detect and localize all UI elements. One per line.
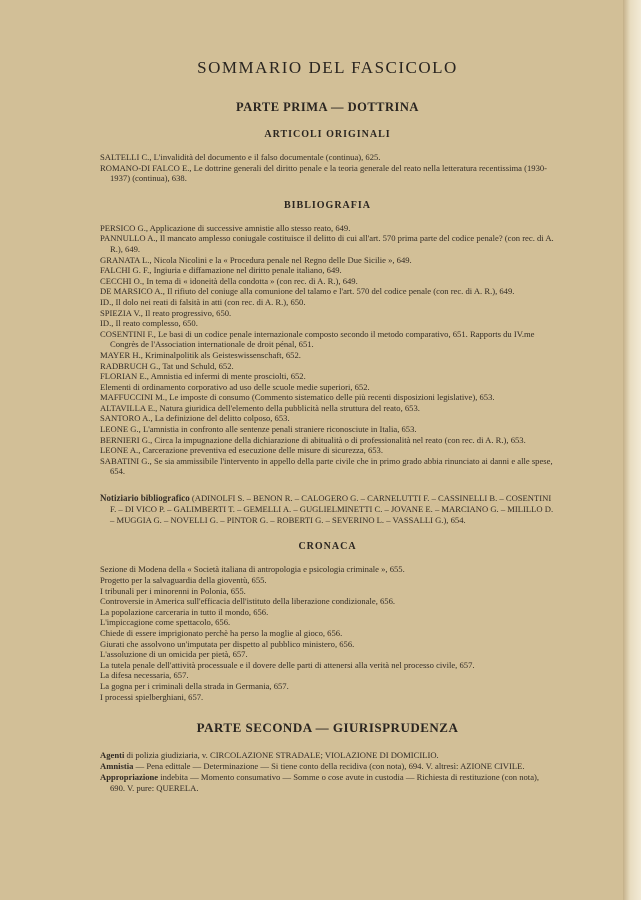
list-item: Chiede di essere imprigionato perchè ha perso la moglie al gioco, 656. [100, 627, 343, 638]
list-item: MAFFUCCINI M., Le imposte di consumo (Commento sistematico delle più recenti disposizioni legislative), 653. [100, 392, 495, 403]
list-item: GRANATA L., Nicola Nicolini e la « Procedura penale nel Regno delle Due Sicilie », 649. [100, 254, 412, 265]
list-item: COSENTINI F., Le basi di un codice penale internazionale composto secondo il metodo comparativo, 651. Rapports du IV.me Congrès de l'Association internationale de droit pénal, 651. [100, 328, 535, 350]
articoli-list [100, 152, 555, 184]
page-edge [623, 0, 641, 900]
bibliografia-list [100, 223, 555, 477]
list-item: BERNIERI G., Circa la impugnazione della dichiarazione di abitualità o di professionalità nel reato (con rec. di A. R.), 653. [100, 434, 526, 445]
list-item: SANTORO A., La definizione del delitto colposo, 653. [100, 413, 290, 424]
entry-text: di polizia giudiziaria, v. CIRCOLAZIONE STRADALE; VIOLAZIONE DI DOMICILIO. [126, 750, 439, 761]
list-item: La difesa necessaria, 657. [100, 670, 189, 681]
entry-head: Amnistia [100, 760, 134, 771]
list-item: LEONE A., Carcerazione preventiva ed esecuzione delle misure di sicurezza, 653. [100, 445, 383, 456]
list-item: CECCHI O., In tema di « idoneità della condotta » (con rec. di A. R.), 649. [100, 275, 358, 286]
section-bibliografia-heading: BIBLIOGRAFIA [283, 199, 371, 211]
list-item: DE MARSICO A., Il rifiuto del coniuge alla comunione del talamo e l'art. 570 del codice penale (con rec. di A. R.), 649. [100, 286, 515, 297]
notiziario-label: Notiziario bibliografico [100, 493, 190, 504]
entry-text: indebita — Momento consumativo — Somme o cose avute in custodia — Richiesta di restituzione (con nota), 690. V. pure: QUERELA. [110, 771, 540, 793]
list-item: I processi spielberghiani, 657. [100, 691, 204, 702]
list-item: ID., Il dolo nei reati di falsità in atti (con rec. di A. R.), 650. [100, 296, 306, 307]
list-item: FLORIAN E., Amnistia ed infermi di mente prosciolti, 652. [100, 371, 306, 382]
list-item [100, 750, 555, 761]
page-title: SOMMARIO DEL FASCICOLO [197, 58, 458, 77]
part-one-heading: PARTE PRIMA — DOTTRINA [236, 100, 419, 114]
list-item: RADBRUCH G., Tat und Schuld, 652. [100, 360, 234, 371]
list-item: PERSICO G., Applicazione di successive amnistie allo stesso reato, 649. [100, 222, 351, 233]
list-item [100, 772, 555, 794]
entry-head: Agenti [100, 750, 125, 761]
list-item: L'impiccagione come spettacolo, 656. [100, 617, 231, 628]
cronaca-list [100, 564, 555, 702]
entry-head: Appropriazione [100, 771, 159, 782]
entry-text: — Pena edittale — Determinazione — Si tiene conto della recidiva (con nota), 694. V. altresì: AZIONE CIVILE. [135, 760, 525, 771]
list-item: FALCHI G. F., Ingiuria e diffamazione nel diritto penale italiano, 649. [100, 265, 342, 276]
list-item: Progetto per la salvaguardia della gioventù, 655. [100, 575, 267, 586]
list-item: L'assoluzione di un omicida per pietà, 657. [100, 649, 248, 660]
list-item: Sezione di Modena della « Società italiana di antropologia e psicologia criminale », 655. [100, 564, 405, 575]
list-item: La popolazione carceraria in tutto il mondo, 656. [100, 606, 269, 617]
list-item: ALTAVILLA E., Natura giuridica dell'elemento della pubblicità nella struttura del reato, 653. [100, 402, 420, 413]
content [100, 58, 555, 793]
list-item: La tutela penale dell'attività processuale e il dovere delle parti di attenersi alla verità nel processo civile, 657. [100, 659, 475, 670]
notiziario-text: (ADINOLFI S. – BENON R. – CALOGERO G. – CARNELUTTI F. – CASSINELLI B. – COSENTINI F. – DI VICO P. – GALIMBERTI T. – GEMELLI A. – GUGLIELMINETTI C. – JOVANE E. – MARCIANO G. – MILILLO D. – MUGGIA G. – NOVELLI G. – PINTOR G. – ROBERTI G. – SEVERINO L. – VASSALLI G.), 654. [110, 493, 554, 525]
list-item: La gogna per i criminali della strada in Germania, 657. [100, 680, 289, 691]
list-item: LEONE G., L'amnistia in confronto alle sentenze penali straniere riconosciute in Italia, 653. [100, 424, 417, 435]
section-cronaca-heading: CRONACA [298, 541, 357, 553]
list-item: Giurati che assolvono un'imputata per dispetto al pubblico ministero, 656. [100, 638, 355, 649]
section-articoli-heading: ARTICOLI ORIGINALI [264, 129, 391, 140]
list-item: I tribunali per i minorenni in Polonia, 655. [100, 585, 246, 596]
part-two-heading: PARTE SECONDA — GIURISPRUDENZA [196, 720, 459, 736]
list-item [100, 761, 555, 772]
list-item: SABATINI G., Se sia ammissibile l'intervento in appello della parte civile che in primo grado abbia rinunciato ai danni e alle spese, 654. [100, 455, 553, 477]
list-item: Elementi di ordinamento corporativo ad uso delle scuole medie superiori, 652. [100, 381, 370, 392]
list-item: PANNULLO A., Il mancato amplesso coniugale costituisce il delitto di cui all'art. 570 prima parte del codice penale? (con rec. di A. R.), 649. [100, 233, 554, 254]
list-item: SALTELLI C., L'invalidità del documento e il falso documentale (continua), 625. [100, 152, 381, 162]
list-item: ID., Il reato complesso, 650. [100, 318, 198, 329]
giurisprudenza-list [100, 750, 555, 793]
notiziario-bibliografico [100, 493, 555, 525]
list-item: Controversie in America sull'efficacia dell'istituto della liberazione condizionale, 656. [100, 596, 396, 607]
list-item: SPIEZIA V., Il reato progressivo, 650. [100, 307, 232, 318]
list-item: MAYER H., Kriminalpolitik als Geisteswissenschaft, 652. [100, 349, 301, 360]
list-item: ROMANO-DI FALCO E., Le dottrine generali del diritto penale e la teoria generale del reato nella letteratura recentissima (1930-1937) (continua), 638. [100, 162, 548, 184]
